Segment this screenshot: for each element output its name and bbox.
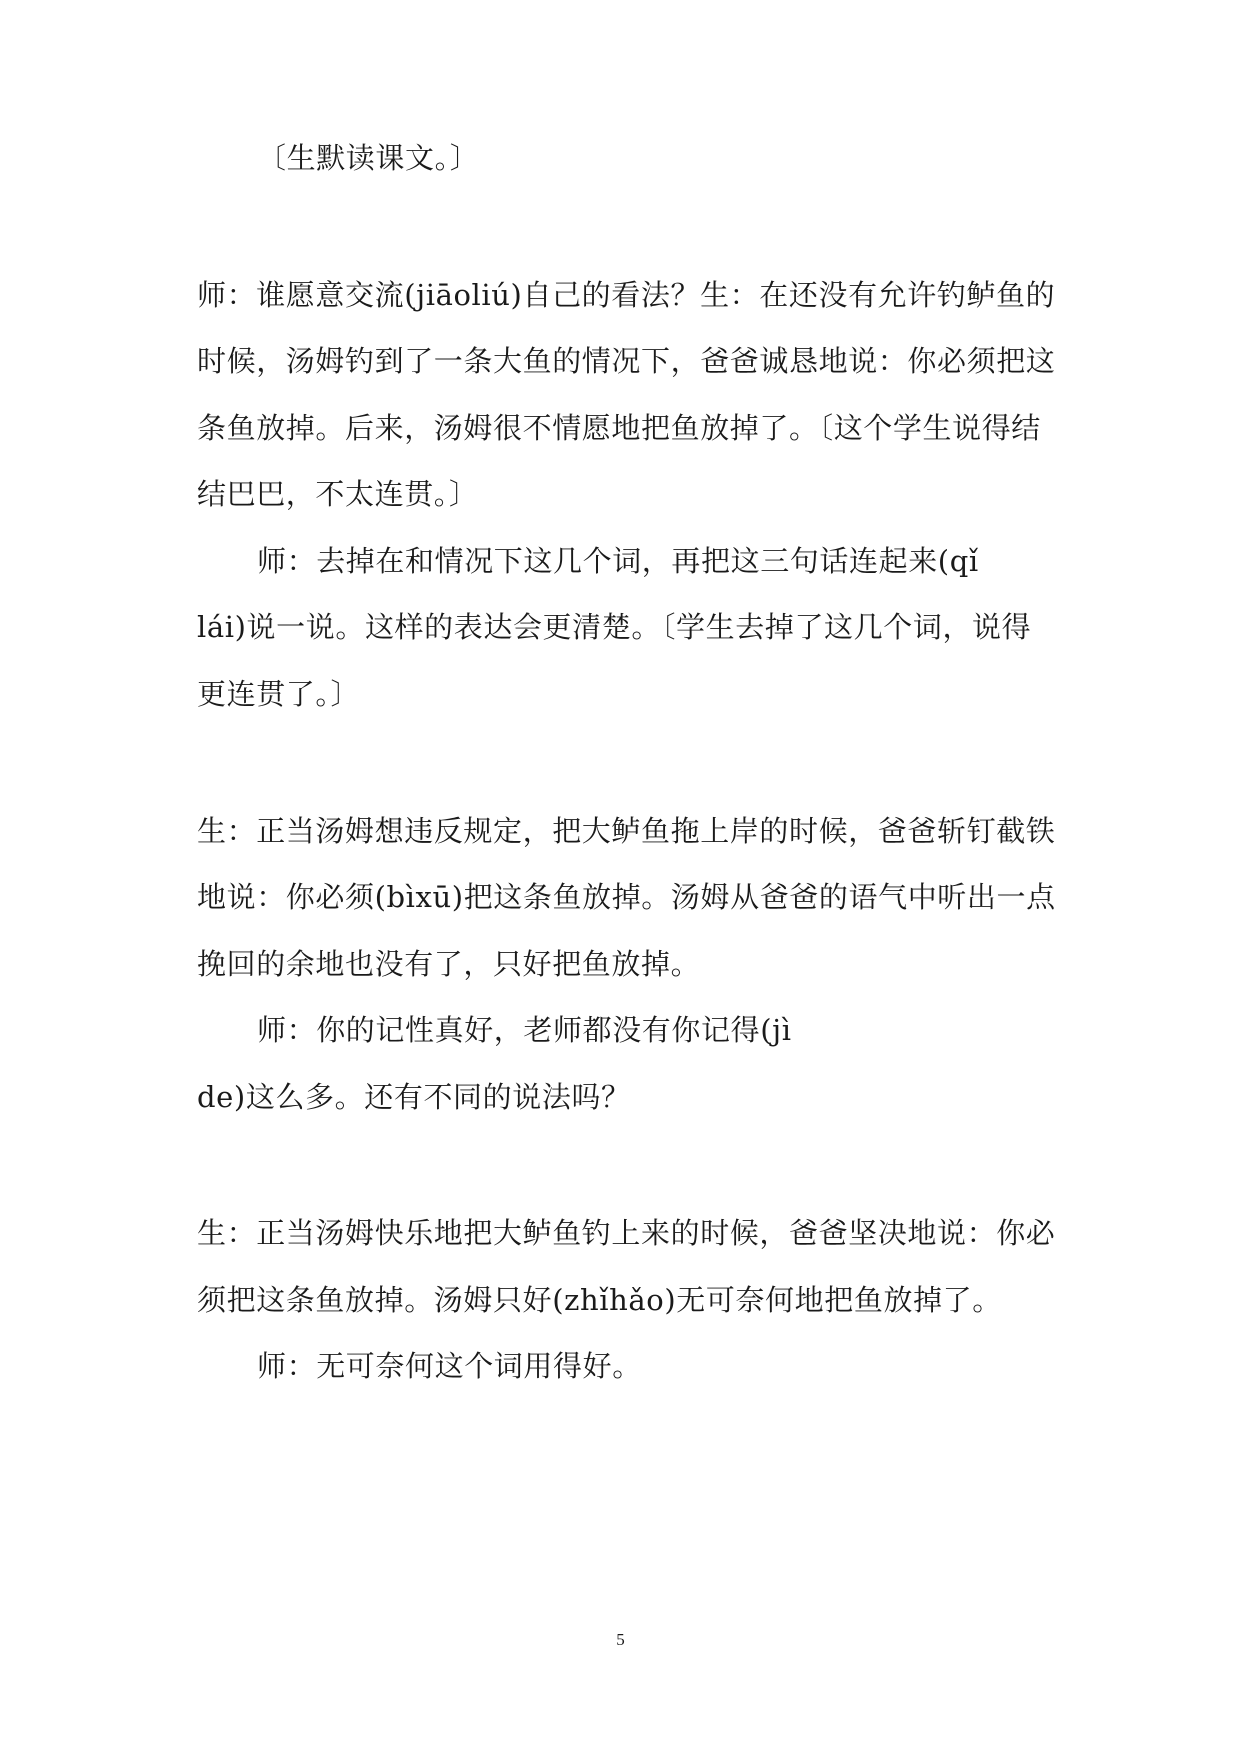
text-line-12: 师：你的记性真好，老师都没有你记得(jì bbox=[257, 1013, 792, 1047]
text-line-6: 师：去掉在和情况下这几个词，再把这三句话连起来(qǐ bbox=[257, 544, 979, 578]
text-line-14: 生：正当汤姆快乐地把大鲈鱼钓上来的时候，爸爸坚决地说：你必 bbox=[197, 1216, 1056, 1250]
text-line-9: 生：正当汤姆想违反规定，把大鲈鱼拖上岸的时候，爸爸斩钉截铁 bbox=[197, 814, 1056, 848]
text-line-11: 挽回的余地也没有了，只好把鱼放掉。 bbox=[197, 947, 701, 981]
text-line-3: 时候，汤姆钓到了一条大鱼的情况下，爸爸诚恳地说：你必须把这 bbox=[197, 344, 1056, 378]
page-number: 5 bbox=[616, 1630, 625, 1649]
text-line-10: 地说：你必须(bìxū)把这条鱼放掉。汤姆从爸爸的语气中听出一点 bbox=[197, 880, 1056, 914]
text-line-8: 更连贯了。〕 bbox=[197, 677, 361, 711]
text-line-2: 师：谁愿意交流(jiāoliú)自己的看法？生：在还没有允许钓鲈鱼的 bbox=[197, 278, 1056, 312]
text-line-1: 〔生默读课文。〕 bbox=[257, 141, 480, 175]
text-line-7: lái)说一说。这样的表达会更清楚。〔学生去掉了这几个词，说得 bbox=[197, 610, 1032, 644]
text-line-13: de)这么多。还有不同的说法吗？ bbox=[197, 1080, 631, 1114]
text-line-16: 师：无可奈何这个词用得好。 bbox=[257, 1349, 642, 1383]
text-line-4: 条鱼放掉。后来，汤姆很不情愿地把鱼放掉了。〔这个学生说得结 bbox=[197, 411, 1041, 445]
text-line-5: 结巴巴，不太连贯。〕 bbox=[197, 477, 479, 511]
text-line-15: 须把这条鱼放掉。汤姆只好(zhǐhǎo)无可奈何地把鱼放掉了。 bbox=[197, 1283, 1002, 1317]
